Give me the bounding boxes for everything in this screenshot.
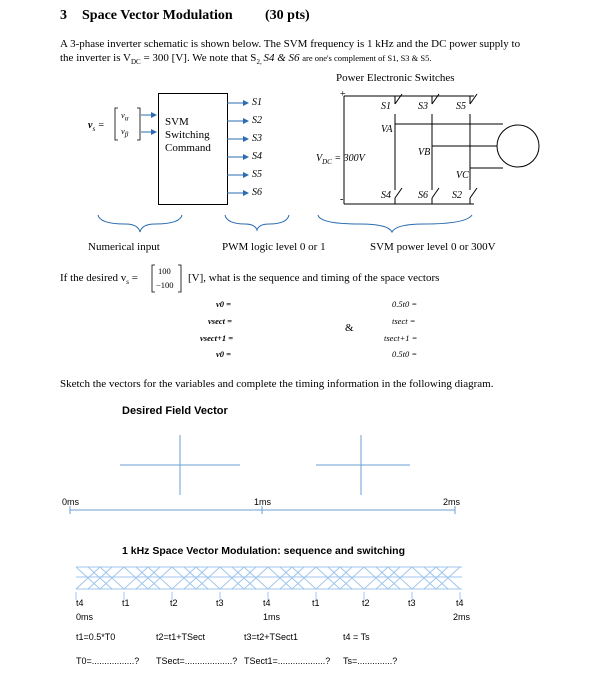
upper-switch-s3: S3 <box>418 101 428 112</box>
answer-left-v0-end: v0 = <box>216 349 231 359</box>
answer-right-t0: 0.5t0 = <box>392 299 418 309</box>
blank-tsect: TSect=...................? <box>156 656 238 666</box>
desired-matrix-top: 100 <box>158 266 171 276</box>
interval-t1-a: t1 <box>122 598 130 608</box>
phase-vb: VB <box>418 147 431 158</box>
svm-title: 1 kHz Space Vector Modulation: sequence and switching <box>122 545 405 557</box>
phase-va: VA <box>381 124 393 135</box>
desired-prefix: If the desired $v_s$ = <box>60 272 138 287</box>
answer-left-vsect: vsect = <box>208 316 232 326</box>
eq-t1: t1=0.5*T0 <box>76 632 116 642</box>
lower-switch-s4: S4 <box>381 190 391 201</box>
svm-block-line-3: Command <box>165 142 211 154</box>
brace-label-numerical: Numerical input <box>88 241 160 253</box>
input-alpha: $v_\alpha$ <box>121 110 129 123</box>
input-beta: $v_\beta$ <box>121 126 129 139</box>
output-s3: S3 <box>252 133 262 144</box>
phase-vc: VC <box>456 170 469 181</box>
eq-t4: t4 = Ts <box>343 632 370 642</box>
switch-time-2: 2ms <box>453 612 471 622</box>
timeline-tick-0: 0ms <box>62 497 80 507</box>
intro-line-2: the inverter is $V_{DC} = 300$ [V]. We note that $S_{2,}$ S4 & S6 are one's complement of S1, S3 & S5. <box>60 52 432 67</box>
upper-switch-s1: S1 <box>381 101 391 112</box>
motor-symbol <box>497 125 539 167</box>
input-matrix-brackets <box>115 108 140 140</box>
switching-ticks <box>76 592 460 600</box>
output-s4: S4 <box>252 151 262 162</box>
interval-t4-b: t4 <box>263 598 271 608</box>
interval-t1-b: t1 <box>312 598 320 608</box>
blank-tsect1: TSect1=...................? <box>244 656 331 666</box>
interval-t2-a: t2 <box>170 598 178 608</box>
desired-suffix: [V], what is the sequence and timing of the space vectors <box>188 272 440 284</box>
answer-right-tsect: tsect = <box>392 316 416 326</box>
answer-left-vsect1: vsect+1 = <box>200 333 234 343</box>
interval-t4-c: t4 <box>456 598 464 608</box>
dc-plus: + <box>340 89 346 100</box>
interval-t3-a: t3 <box>216 598 224 608</box>
brace-label-pwm: PWM logic level 0 or 1 <box>222 241 326 253</box>
vdc-label: $V_{DC} = 300V$ <box>316 153 365 166</box>
interval-t2-b: t2 <box>362 598 370 608</box>
question-points: (30 pts) <box>265 8 310 23</box>
input-vector-label: $v_s$ = <box>88 120 105 133</box>
output-s5: S5 <box>252 169 262 180</box>
output-s6: S6 <box>252 187 262 198</box>
question-title: Space Vector Modulation <box>82 8 233 23</box>
lower-switch-s2: S2 <box>452 190 462 201</box>
eq-t3: t3=t2+TSect1 <box>244 632 299 642</box>
answer-right-t0-end: 0.5t0 = <box>392 349 418 359</box>
desired-matrix-brackets <box>152 265 181 292</box>
blank-ts: Ts=..............? <box>343 656 398 666</box>
field-title: Desired Field Vector <box>122 405 228 417</box>
lower-switch-s6: S6 <box>418 190 428 201</box>
svm-block-line-1: SVM <box>165 116 189 128</box>
answer-right-tsect1: tsect+1 = <box>384 333 418 343</box>
field-axes <box>120 435 410 495</box>
dc-minus: - <box>340 194 344 205</box>
timeline-tick-2: 2ms <box>443 497 461 507</box>
interval-t3-b: t3 <box>408 598 416 608</box>
output-s2: S2 <box>252 115 262 126</box>
inverter-circuit <box>344 94 503 204</box>
blank-t0: T0=.................? <box>76 656 140 666</box>
output-s1: S1 <box>252 97 262 108</box>
switching-band <box>76 567 462 589</box>
power-switches-label: Power Electronic Switches <box>336 72 455 84</box>
section-braces <box>98 215 472 232</box>
switch-time-1: 1ms <box>263 612 281 622</box>
answer-connector: & <box>345 322 354 334</box>
sketch-instruction: Sketch the vectors for the variables and complete the timing information in the following diagram. <box>60 378 494 390</box>
svm-block-line-2: Switching <box>165 129 210 141</box>
eq-t2: t2=t1+TSect <box>156 632 206 642</box>
answer-left-v0: v0 = <box>216 299 231 309</box>
timeline-tick-1: 1ms <box>254 497 272 507</box>
switch-time-0: 0ms <box>76 612 94 622</box>
intro-line-1: A 3-phase inverter schematic is shown below. The SVM frequency is 1 kHz and the DC power supply to <box>60 38 521 50</box>
upper-switch-s5: S5 <box>456 101 466 112</box>
interval-t4-a: t4 <box>76 598 84 608</box>
brace-label-svm: SVM power level 0 or 300V <box>370 241 496 253</box>
output-arrows <box>227 103 248 193</box>
desired-matrix-bottom: −100 <box>156 280 174 290</box>
question-number: 3 <box>60 8 67 23</box>
